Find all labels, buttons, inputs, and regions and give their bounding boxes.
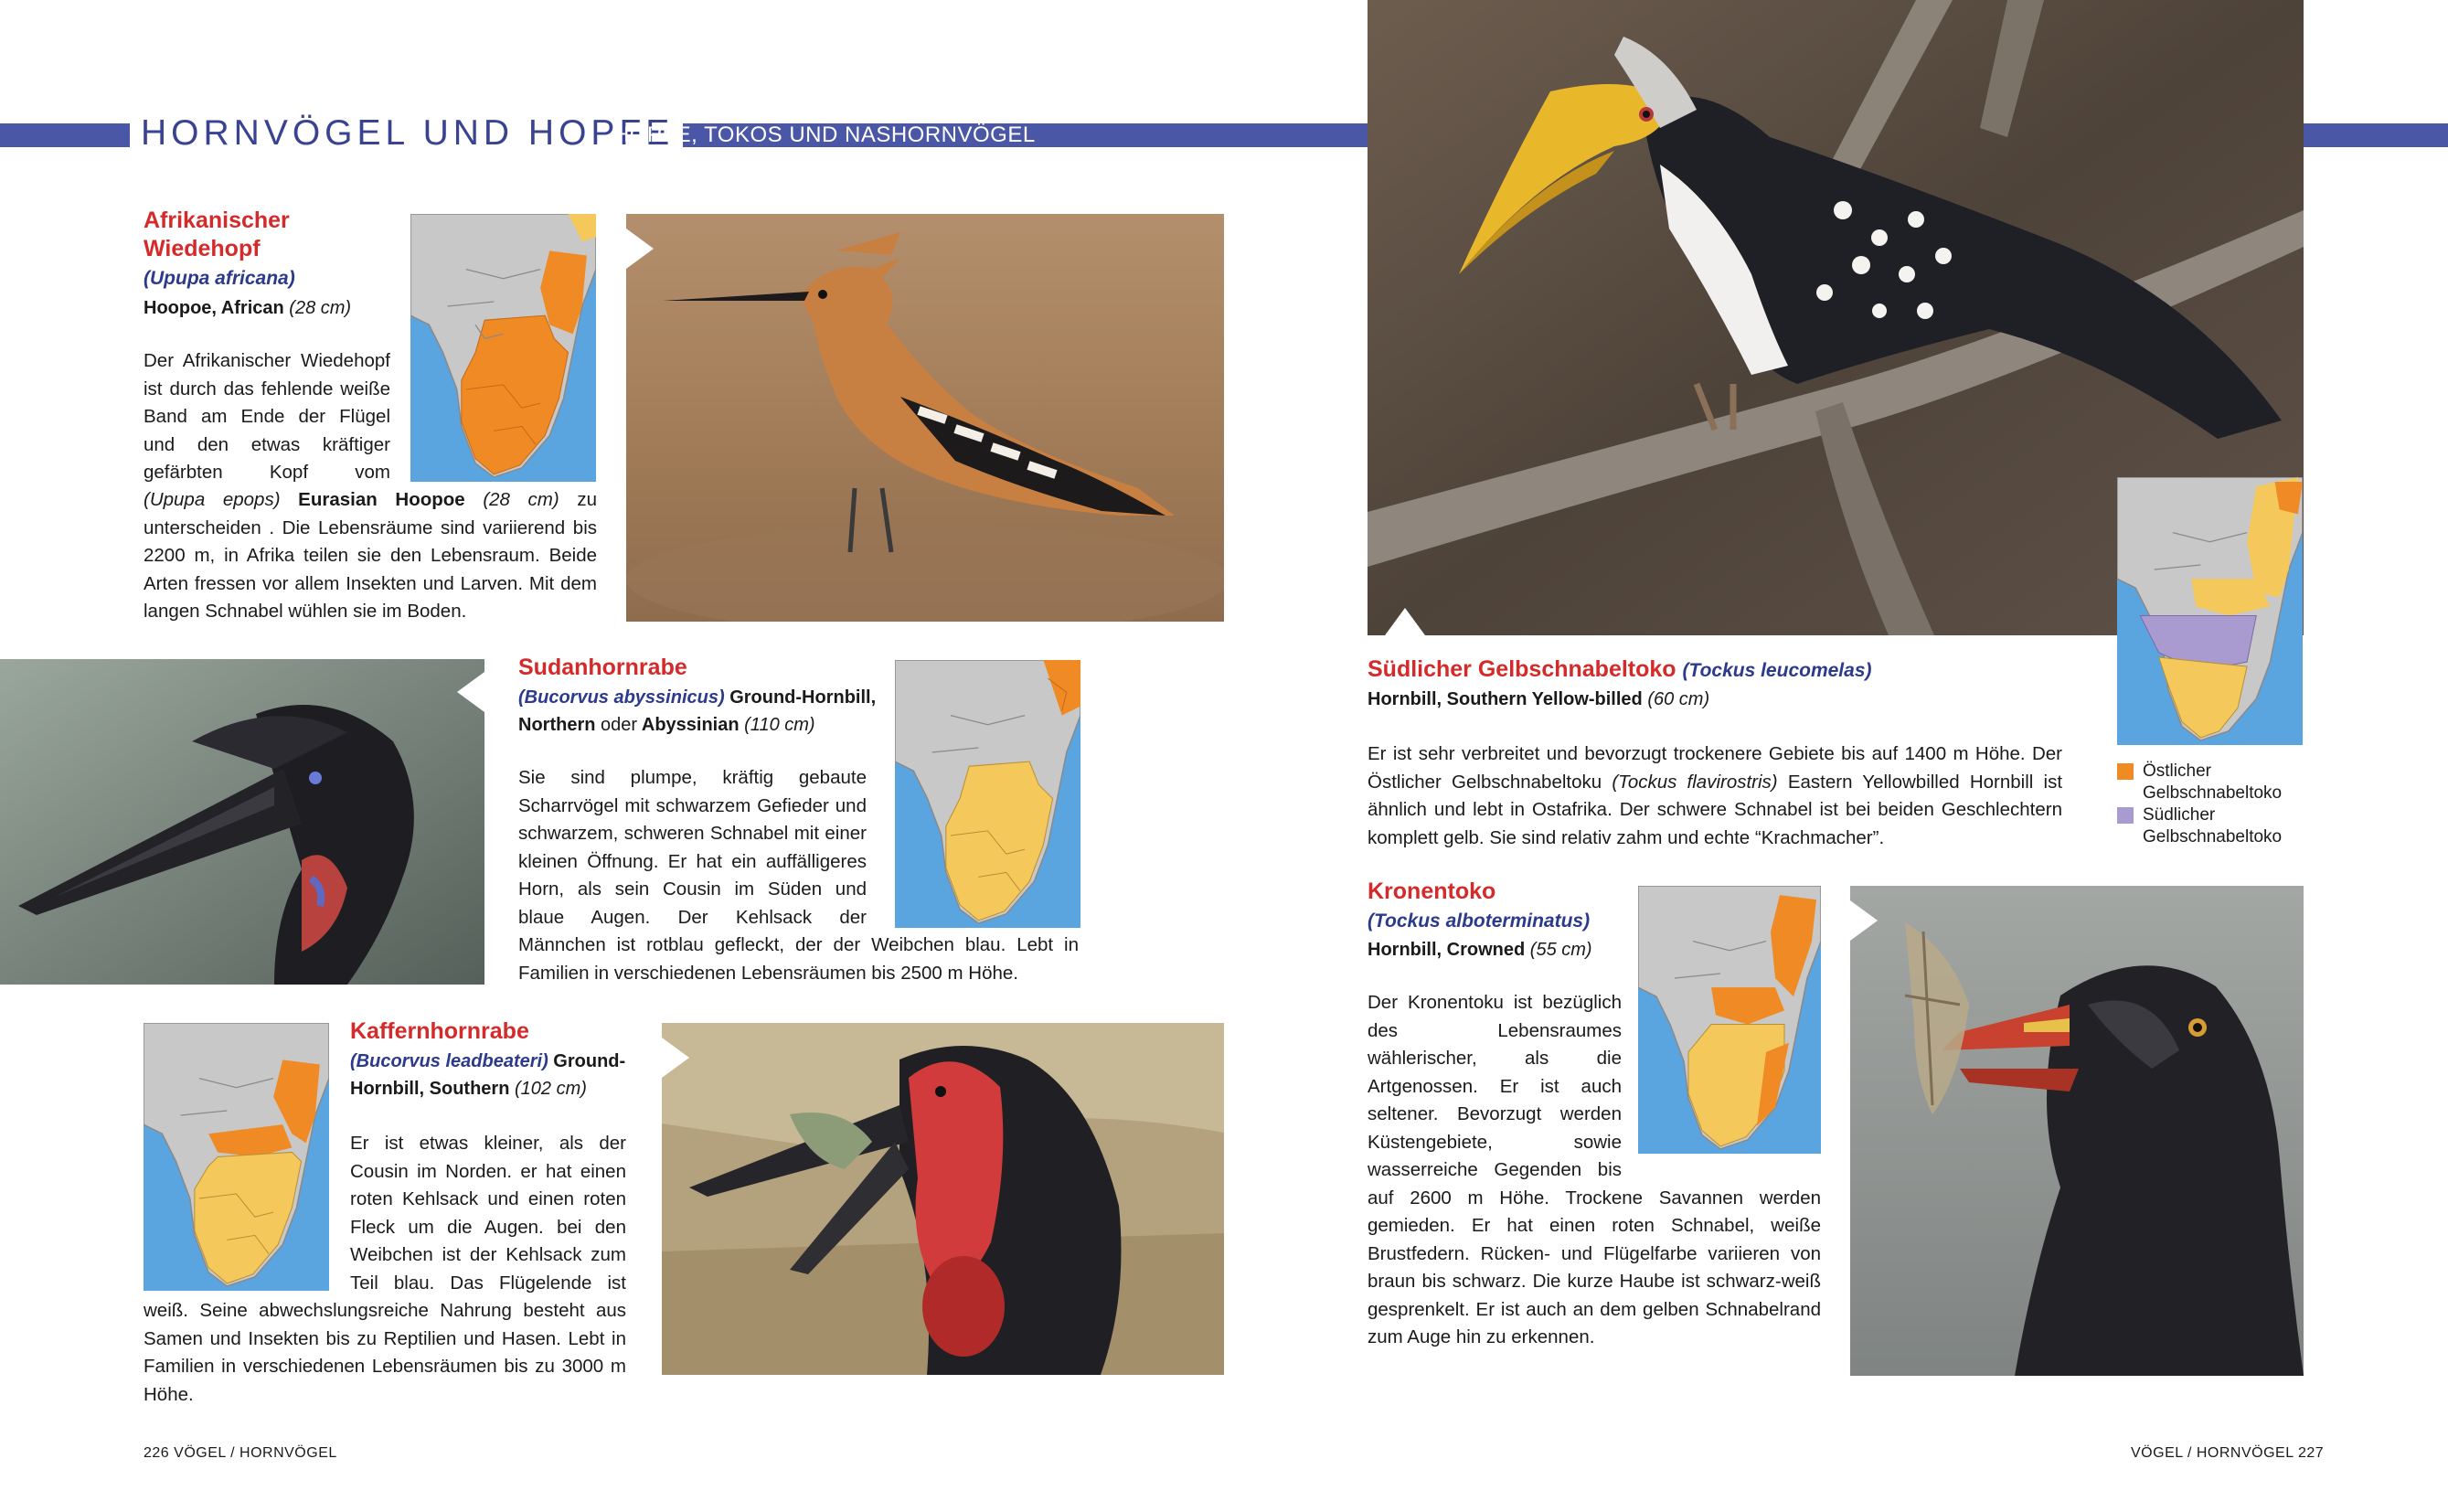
gelb-title	[1368, 655, 1872, 685]
page-title: HORNVÖGEL UND HOPFE	[141, 112, 683, 155]
hoopoe-common	[144, 294, 351, 322]
legend-east	[2117, 761, 2326, 804]
krone-text-body: Der Kronentoku ist bezüglich des Lebensraumes wählerischer, als die Artgenossen. Er ist auch seltener. Bevorzugt werden Küstengebiete, sowie wasserreiche Gegenden bis auf 2600 m Höhe. Trockene Savannen werden gemieden. Er hat einen roten Schnabel, weiße Brustfedern. Rücken- und Flügelfarbe variieren von braun bis schwarz. Die kurze Haube ist schwarz-weiß gesprenkelt. Er ist auch an dem gelben Schnabelrand zum Auge hin zu erkennen.	[1368, 992, 1821, 1347]
sudan-title: Sudanhornrabe	[518, 655, 687, 680]
header-bar-right	[2304, 123, 2448, 147]
sudan-conj: oder	[601, 715, 638, 735]
krone-common-name: Hornbill, Crowned	[1368, 940, 1526, 960]
sudan-common	[518, 684, 884, 739]
sudan-text-body: Sie sind plumpe, kräftig gebaute Scharrvögel mit schwarzem Gefieder und schwarzem, schweren Schnabel mit einer kleinen Öffnung. Er hat ein auffälligeres Horn, als sein Cousin im Süden und blaue Augen. Der Kehlsack der Männchen ist rotblau gefleckt, der der Weibchen blau. Lebt in Familien in verschiedenen Lebensräumen bis 2500 m Höhe.	[518, 767, 1079, 984]
notch-sudan	[457, 672, 484, 712]
krone-latin: (Tockus alboterminatus)	[1368, 910, 1591, 932]
footer-left: 226 VÖGEL / HORNVÖGEL	[144, 1445, 337, 1461]
notch-kaffern	[662, 1038, 689, 1078]
kaffern-latin: (Bucorvus leadbeateri)	[350, 1051, 548, 1071]
krone-size: (55 cm)	[1529, 940, 1592, 960]
sudan-common-a: Ground-Hornbill,	[729, 687, 877, 708]
kaffern-size: (102 cm)	[515, 1079, 587, 1099]
notch-hoopoe	[626, 229, 654, 269]
gelb-text-a: Er ist sehr verbreitet und bevorzugt trockenere Gebiete bis auf 1400 m Höhe. Der Östlicher Gelbschnabeltoku	[1368, 743, 2062, 793]
gelb-text-latin: (Tockus flavirostris)	[1612, 771, 1778, 793]
hoopoe-text-narrow	[144, 347, 390, 486]
kaffern-common	[350, 1048, 629, 1102]
kaffern-text	[144, 1130, 626, 1409]
gelb-common	[1368, 686, 1709, 713]
sudan-text	[518, 764, 1079, 987]
africa-map-graphic	[2117, 477, 2303, 745]
legend-south	[2117, 804, 2326, 848]
gelb-text	[1368, 740, 2062, 852]
kaffern-bird-image	[662, 1023, 1224, 1375]
hoopoe-common-name: Hoopoe, African	[144, 298, 284, 318]
hoopoe-size: (28 cm)	[289, 298, 352, 318]
hoopoe-text-common: Eurasian Hoopoe	[298, 489, 465, 510]
krone-map-float	[1622, 989, 1821, 1158]
map-hoopoe	[410, 214, 596, 482]
legend-south-label: Südlicher Gelbschnabeltoko	[2143, 805, 2283, 847]
footer-right: VÖGEL / HORNVÖGEL 227	[2131, 1445, 2325, 1461]
hoopoe-title: Afrikanischer Wiedehopf	[144, 208, 290, 261]
sudan-bird-image	[0, 659, 484, 985]
hoopoe-latin: (Upupa africana)	[144, 268, 295, 289]
krone-title: Kronentoko	[1368, 878, 1496, 904]
krone-text	[1368, 989, 1821, 1352]
hoopoe-text-latin: (Upupa epops)	[144, 489, 281, 510]
photo-kaffern	[662, 1023, 1224, 1375]
photo-krone	[1850, 886, 2304, 1376]
gelb-text-common: Eastern Yellowbilled Hornbill	[1787, 771, 2034, 793]
legend-south-swatch	[2117, 807, 2134, 824]
gelb-latin: (Tockus leucomelas)	[1682, 660, 1872, 681]
hoopoe-text-b: zu unterscheiden . Die Lebensräume sind variierend bis 2200 m, in Afrika teilen sie den Lebensraum. Beide Arten fressen vor allem Insekten und Larven. Mit dem langen Schnabel wühlen sie im Boden.	[144, 489, 597, 622]
sudan-common-b: Northern	[518, 715, 596, 735]
header-bar-left	[0, 123, 130, 147]
legend-east-label: Östlicher Gelbschnabeltoko	[2143, 761, 2283, 803]
map-gelb	[2117, 477, 2303, 745]
gelb-common-name: Hornbill, Southern Yellow-billed	[1368, 689, 1643, 709]
page-subtitle: HOPFE, TOKOS UND NASHORNVÖGEL	[613, 122, 1036, 147]
kaffern-text-body: Er ist etwas kleiner, als der Cousin im Norden. er hat einen roten Kehlsack und einen roten Fleck um die Augen. bei den Weibchen ist der Kehlsack zum Teil blau. Das Flügelende ist weiß. Seine abwechslungsreiche Nahrung besteht aus Samen und Insekten bis zu Reptilien und Hasen. Lebt in Familien in verschiedenen Lebensräumen bis zu 3000 m Höhe.	[144, 1133, 626, 1405]
gelb-name: Südlicher Gelbschnabeltoko	[1368, 656, 1676, 682]
sudan-map-float	[867, 764, 1079, 929]
notch-krone	[1850, 900, 1878, 941]
africa-map-graphic	[410, 214, 596, 482]
hoopoe-bird-image	[626, 214, 1224, 622]
photo-hoopoe	[626, 214, 1224, 622]
sudan-size: (110 cm)	[744, 715, 815, 735]
kaffern-common-name: Ground-Hornbill, Southern	[350, 1051, 626, 1099]
legend-east-swatch	[2117, 763, 2134, 780]
kaffern-title: Kaffernhornrabe	[350, 1018, 529, 1044]
gelb-text-b: ist ähnlich und lebt in Ostafrika. Der schwere Schnabel ist bei beiden Geschlechtern komplett gelb. Sie sind relativ zahm und echte “Krachmacher”.	[1368, 771, 2063, 848]
hoopoe-text-size: (28 cm)	[483, 489, 559, 510]
krone-bird-image	[1850, 886, 2304, 1376]
hoopoe-text-wide	[144, 486, 597, 626]
hoopoe-text-a: Der Afrikanischer Wiedehopf ist durch das fehlende weiße Band am Ende der Flügel und den etwas kräftiger gefärbten Kopf vom	[144, 350, 390, 483]
gelb-size: (60 cm)	[1647, 689, 1710, 709]
kaffern-map-float	[144, 1130, 350, 1296]
sudan-latin: (Bucorvus abyssinicus)	[518, 687, 725, 708]
notch-gelb	[1385, 608, 1425, 635]
krone-common	[1368, 936, 1592, 964]
photo-sudan	[0, 659, 484, 985]
sudan-common-c: Abyssinian	[641, 715, 740, 735]
